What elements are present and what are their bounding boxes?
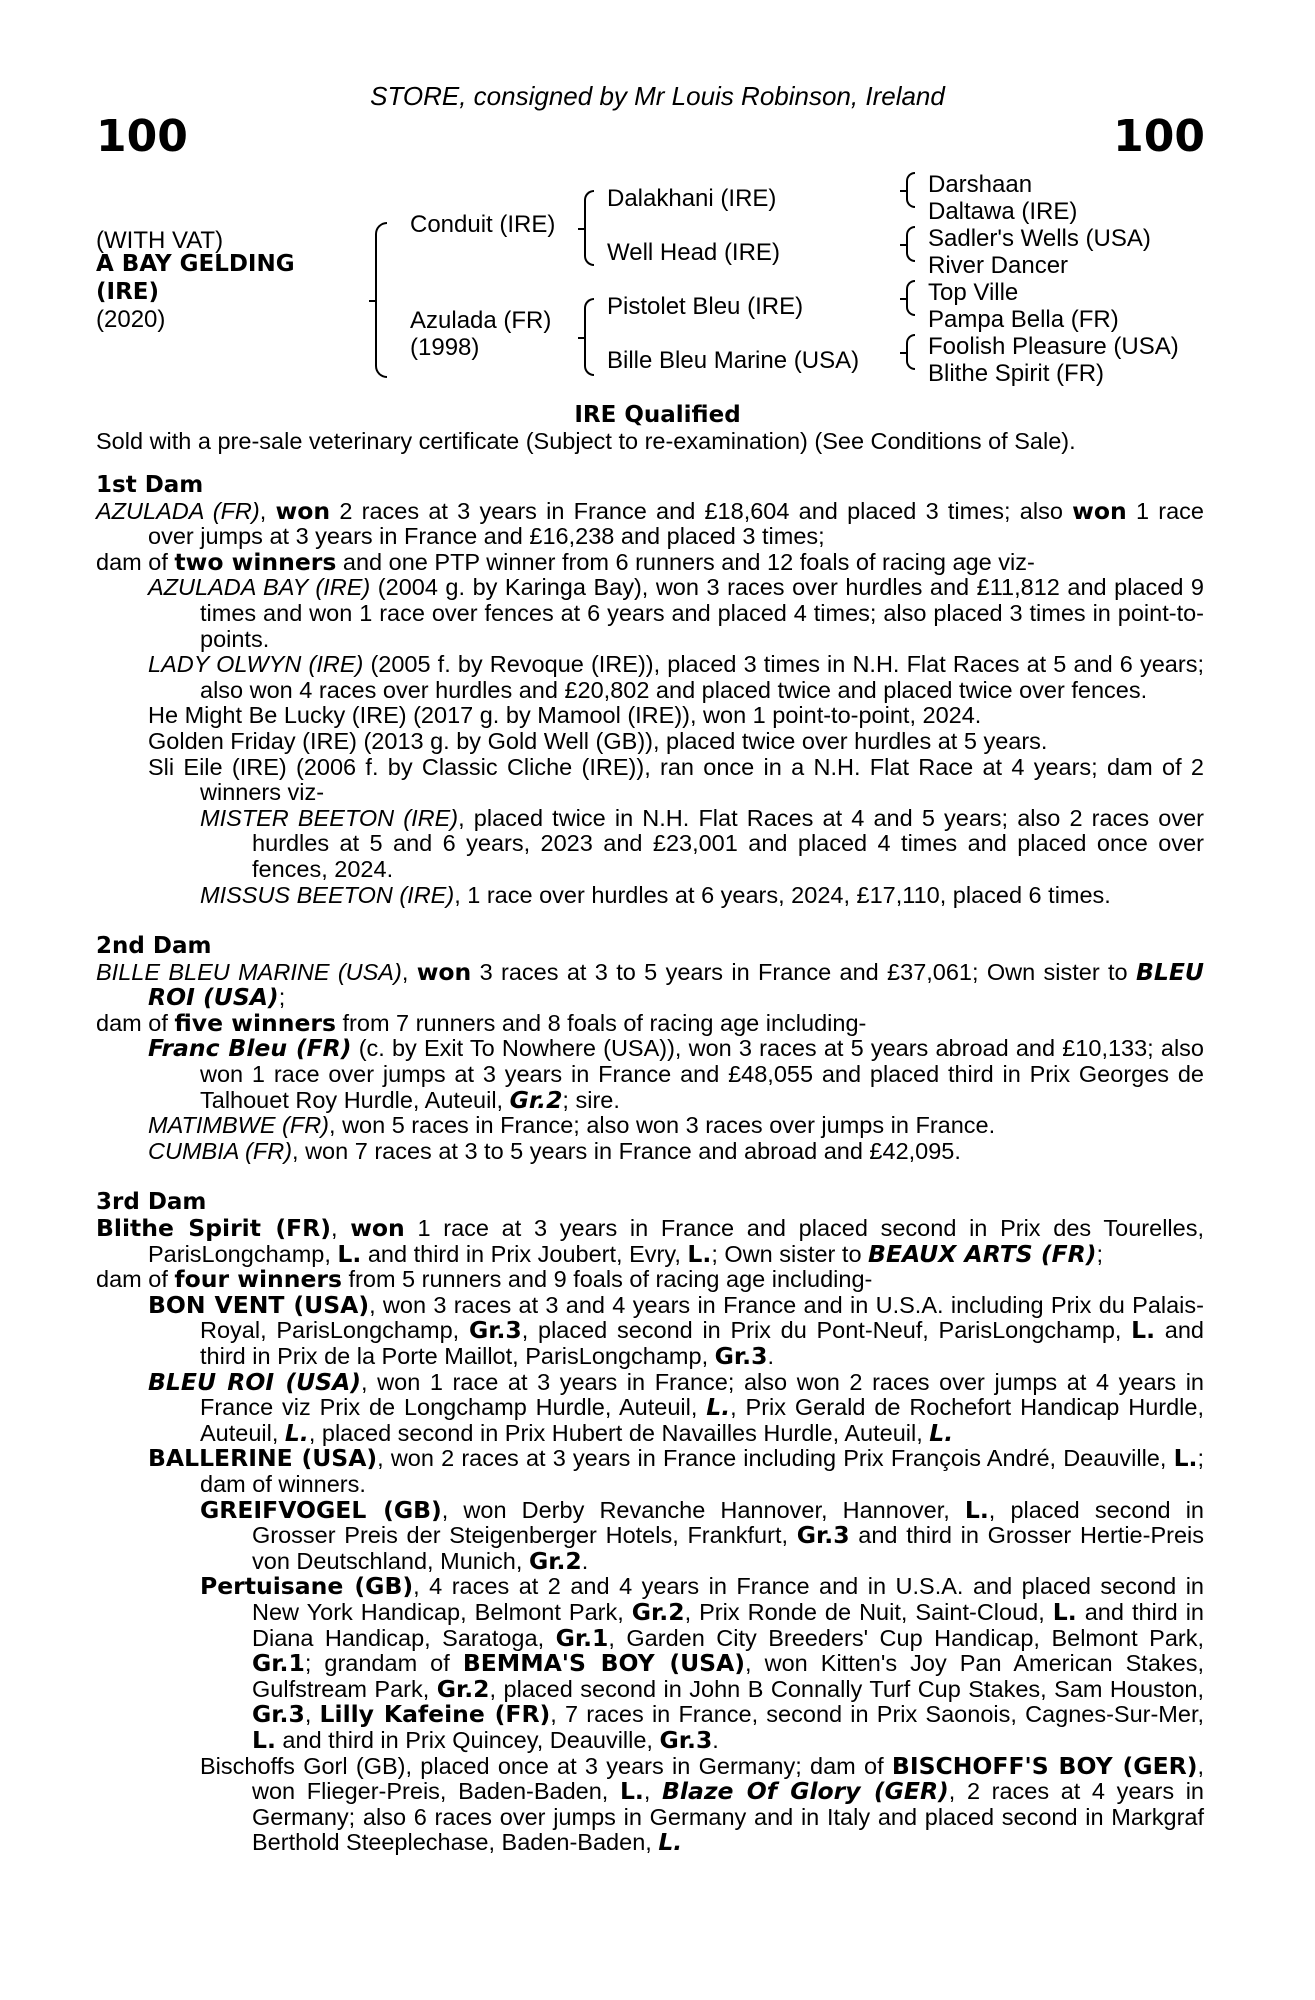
produce-entry <box>96 1751 1204 1857</box>
text-run: (2004 g. by Karinga Bay), won 3 races over hurdles and £11,812 and placed 9 times and won 1 race over fences at 6 years and placed 4 times; also placed 3 times in point-to-points. <box>200 574 1204 652</box>
produce-entry <box>96 729 1204 755</box>
text-run: , placed second in Prix du Pont-Neuf, ParisLongchamp, <box>521 1317 1132 1344</box>
text-run: Lilly Kafeine (FR) <box>319 1700 551 1729</box>
text-run: two winners <box>174 547 337 576</box>
text-run: BALLERINE (USA) <box>148 1444 378 1473</box>
text-run: , won Derby Revanche Hannover, Hannover, <box>441 1496 965 1523</box>
text-run: BEAUX ARTS (FR) <box>868 1239 1097 1268</box>
pedigree-g3-1: Darshaan <box>928 171 1033 198</box>
text-run: and third in Diana Handicap, Saratoga, <box>252 1598 1204 1651</box>
pedigree-brace-g3-1 <box>906 172 915 208</box>
produce-summary <box>96 1267 1204 1293</box>
text-run: (c. by Exit To Nowhere (USA)), won 3 races at 5 years abroad and £10,133; also won 1 race over jumps at 3 years in France and £48,055 and placed third in Prix Georges de Talhouet Roy Hurdle, Auteuil, <box>200 1035 1204 1113</box>
text-run: , Prix Gerald de Rochefort Handicap Hurdle, Auteuil, <box>200 1394 1205 1446</box>
text-run: and third in Prix Quincey, Deauville, <box>275 1726 660 1753</box>
text-run: ; <box>278 984 286 1011</box>
text-run: Pertuisane (GB) <box>200 1572 414 1601</box>
text-run: MATIMBWE (FR) <box>148 1112 330 1139</box>
text-run: L. <box>1131 1316 1156 1345</box>
text-run: won <box>350 1214 405 1243</box>
text-run: Gr.3 <box>252 1700 305 1729</box>
text-run: Gr.2 <box>631 1597 685 1626</box>
text-run: Gr.2 <box>436 1674 490 1703</box>
text-run: , <box>330 1215 351 1242</box>
pedigree-brace-g3-3 <box>906 280 915 316</box>
text-run: . <box>581 1547 589 1574</box>
text-run: from 5 runners and 9 foals of racing age including- <box>342 1266 873 1293</box>
horse-year: (2020) <box>96 306 166 333</box>
dam-record <box>96 496 1204 550</box>
horse-breeding-country: (IRE) <box>96 279 160 305</box>
text-run: , placed second in John B Connally Turf Cup Stakes, Sam Houston, <box>489 1675 1204 1702</box>
text-run: won <box>1072 496 1127 525</box>
text-run: , Prix Ronde de Nuit, Saint-Cloud, <box>684 1598 1053 1625</box>
pedigree-g3-4: River Dancer <box>928 252 1069 279</box>
text-run: ; sire. <box>562 1086 620 1113</box>
text-run: 2 races at 3 years in France and £18,604 and placed 3 times; also <box>330 497 1073 524</box>
text-run: , placed twice in N.H. Flat Races at 4 and 5 years; also 2 races over hurdles at 5 and 6 years, 2023 and £23,001 and placed 4 times and placed once over fences, 2024. <box>252 804 1204 882</box>
text-run: , <box>304 1701 320 1728</box>
text-run: , won 5 races in France; also won 3 races over jumps in France. <box>329 1112 996 1139</box>
text-run: four winners <box>174 1265 342 1294</box>
text-run: , 2 races at 4 years in Germany; also 6 races over jumps in Germany and in Italy and placed second in Markgraf Berthold Steeplechase, Baden-Baden, <box>252 1778 1204 1856</box>
section-heading: 3rd Dam <box>96 1189 207 1216</box>
text-run: ; <box>1096 1240 1104 1267</box>
text-run: Gr.3 <box>796 1521 850 1550</box>
text-run: Franc Bleu (FR) <box>148 1034 352 1063</box>
produce-entry <box>96 1367 1205 1447</box>
text-run: Bischoffs Gorl (GB), placed once at 3 years in Germany; dam of <box>200 1752 892 1779</box>
text-run: , placed second in Prix Hubert de Navailles Hurdle, Auteuil, <box>308 1419 930 1446</box>
text-run: Gr.1 <box>555 1623 609 1652</box>
pedigree-brace-g3-2 <box>906 226 915 262</box>
pedigree-g3-8: Blithe Spirit (FR) <box>928 360 1105 387</box>
produce-entry <box>96 575 1204 652</box>
text-run: Sli Eile (IRE) (2006 f. by Classic Cliche (IRE)), ran once in a N.H. Flat Race at 4 years; dam of 2 winners viz- <box>148 753 1204 806</box>
produce-entry <box>96 1139 1204 1165</box>
text-run: CUMBIA (FR) <box>148 1137 293 1164</box>
text-run: , <box>643 1778 663 1805</box>
pedigree-brace-sire <box>584 190 594 266</box>
text-run: He Might Be Lucky (IRE) (2017 g. by Mamool (IRE)), won 1 point-to-point, 2024. <box>148 702 982 729</box>
text-run: AZULADA BAY (IRE) <box>148 574 371 601</box>
text-run: AZULADA (FR) <box>96 497 260 524</box>
pedigree-dam: Azulada (FR) <box>410 307 552 334</box>
text-run: (2005 f. by Revoque (IRE)), placed 3 times in N.H. Flat Races at 5 and 6 years; also won 4 races over hurdles and £20,802 and placed twice and placed twice over fences. <box>200 651 1204 703</box>
text-run: L. <box>252 1725 276 1754</box>
pedigree-brace-dam <box>584 298 594 376</box>
pedigree-brace-gen1 <box>375 222 387 378</box>
text-run: MISTER BEETON (IRE) <box>200 804 459 831</box>
text-run: Blithe Spirit (FR) <box>96 1214 331 1243</box>
produce-entry <box>96 1495 1205 1575</box>
produce-entry <box>96 1036 1204 1113</box>
text-run: , won 7 races at 3 to 5 years in France and abroad and £42,095. <box>292 1137 961 1164</box>
text-run: BILLE BLEU MARINE (USA) <box>96 958 402 985</box>
text-run: and one PTP winner from 6 runners and 12 foals of racing age viz- <box>336 548 1035 575</box>
pedigree-sire-sire: Dalakhani (IRE) <box>607 185 777 212</box>
pedigree-dam-dam: Bille Bleu Marine (USA) <box>607 347 860 374</box>
pedigree-brace-g3-4 <box>906 334 915 370</box>
text-run: Gr.1 <box>252 1649 305 1678</box>
text-run: , 4 races at 2 and 4 years in France and in U.S.A. and placed second in New York Handicap, Belmont Park, <box>252 1573 1204 1625</box>
produce-entry <box>96 1113 1204 1139</box>
pedigree-g3-6: Pampa Bella (FR) <box>928 306 1119 333</box>
text-run: BEMMA'S BOY (USA) <box>462 1649 746 1678</box>
pedigree-g3-5: Top Ville <box>928 279 1019 306</box>
produce-summary <box>96 1008 1204 1037</box>
text-run: BISCHOFF'S BOY (GER) <box>891 1751 1198 1780</box>
text-run: Gr.3 <box>659 1725 713 1754</box>
text-run: L. <box>929 1418 954 1447</box>
text-run: ; grandam of <box>304 1650 463 1677</box>
text-run: ; dam of winners. <box>200 1445 1204 1497</box>
text-run: , placed second in Grosser Preis der Steigenberger Hotels, Frankfurt, <box>252 1496 1205 1549</box>
text-run: L. <box>706 1393 731 1422</box>
produce-entry <box>96 1446 1204 1497</box>
text-run: LADY OLWYN (IRE) <box>148 651 364 678</box>
text-run: Gr.3 <box>714 1342 768 1370</box>
text-run: , 7 races in France, second in Prix Saonois, Cagnes-Sur-Mer, <box>550 1701 1205 1728</box>
text-run: BLEU ROI (USA) <box>148 1367 362 1396</box>
text-run: from 7 runners and 8 foals of racing age including- <box>335 1009 867 1036</box>
pedigree-sire-dam: Well Head (IRE) <box>607 239 780 266</box>
vat-label: (WITH VAT) <box>96 227 224 254</box>
text-run: and third in Prix Joubert, Evry, <box>361 1240 688 1267</box>
text-run: GREIFVOGEL (GB) <box>200 1495 442 1524</box>
text-run: dam of <box>96 548 175 575</box>
produce-entry <box>96 1290 1204 1370</box>
produce-entry <box>96 1574 1204 1753</box>
text-run: ; Own sister to <box>711 1240 869 1267</box>
text-run: , won 1 race at 3 years in France; also won 2 races over jumps at 4 years in France viz Prix de Longchamp Hurdle, Auteuil, <box>200 1368 1204 1421</box>
text-run: L. <box>284 1418 309 1447</box>
produce-entry <box>96 703 1204 729</box>
lot-number-left: 100 <box>96 111 188 162</box>
lot-number-right: 100 <box>1113 111 1205 162</box>
produce-entry <box>96 806 1204 883</box>
text-run: L. <box>658 1828 683 1857</box>
pedigree-g3-3: Sadler's Wells (USA) <box>928 225 1151 252</box>
text-run: , won 2 races at 3 years in France including Prix François André, Deauville, <box>377 1445 1174 1472</box>
pedigree-dam-sire: Pistolet Bleu (IRE) <box>607 293 804 320</box>
qualified-label: IRE Qualified <box>574 402 741 428</box>
pedigree-sire: Conduit (IRE) <box>410 211 556 238</box>
text-run: Gr.2 <box>509 1085 563 1114</box>
produce-summary <box>96 547 1204 576</box>
text-run: won <box>416 957 472 986</box>
text-run: 3 races at 3 to 5 years in France and £37,061; Own sister to <box>471 958 1136 985</box>
dam-record <box>96 1216 1204 1267</box>
section-heading: 2nd Dam <box>96 933 212 960</box>
text-run: and third in Grosser Hertie-Preis von Deutschland, Munich, <box>252 1522 1204 1574</box>
text-run: MISSUS BEETON (IRE) <box>200 881 455 908</box>
catalogue-body <box>96 473 1204 1856</box>
text-run: five winners <box>174 1008 336 1037</box>
text-run: and third in Prix de la Porte Maillot, ParisLongchamp, <box>200 1317 1204 1369</box>
text-run: . <box>767 1343 774 1369</box>
produce-entry <box>96 755 1204 806</box>
text-run: L. <box>337 1239 362 1268</box>
text-run: L. <box>1173 1444 1198 1473</box>
section-heading: 1st Dam <box>96 472 204 498</box>
text-run: , 1 race over hurdles at 6 years, 2024, £17,110, placed 6 times. <box>454 881 1111 908</box>
produce-entry <box>96 652 1204 703</box>
text-run: 1 race at 3 years in France and placed second in Prix des Tourelles, ParisLongchamp, <box>148 1215 1204 1267</box>
pedigree-g3-7: Foolish Pleasure (USA) <box>928 333 1179 360</box>
text-run: L. <box>619 1777 644 1806</box>
text-run: Blaze Of Glory (GER) <box>662 1777 949 1806</box>
text-run: dam of <box>96 1009 175 1036</box>
text-run: L. <box>1052 1597 1077 1626</box>
text-run: . <box>712 1726 719 1753</box>
text-run: , won Flieger-Preis, Baden-Baden, <box>252 1752 1204 1805</box>
text-run: dam of <box>96 1266 175 1293</box>
text-run: , <box>259 497 276 524</box>
pedigree-g3-2: Daltawa (IRE) <box>928 198 1078 225</box>
text-run: , won 3 races at 3 and 4 years in France and in U.S.A. including Prix du Palais-Royal, ParisLongchamp, <box>200 1291 1204 1344</box>
text-run: , <box>401 958 417 985</box>
text-run: 1 race over jumps at 3 years in France and £16,238 and placed 3 times; <box>148 497 1204 550</box>
text-run: BLEU ROI (USA) <box>148 957 1204 1012</box>
text-run: BON VENT (USA) <box>148 1290 370 1319</box>
text-run: Gr.3 <box>468 1316 522 1345</box>
text-run: Golden Friday (IRE) (2013 g. by Gold Well (GB)), placed twice over hurdles at 5 years. <box>148 727 1048 754</box>
text-run: L. <box>687 1239 712 1268</box>
text-run: Gr.2 <box>528 1546 582 1575</box>
horse-description: A BAY GELDING <box>96 251 295 277</box>
text-run: L. <box>964 1495 989 1524</box>
produce-entry <box>96 883 1204 909</box>
text-run: , Garden City Breeders' Cup Handicap, Belmont Park, <box>608 1624 1204 1651</box>
consignment-line: STORE, consigned by Mr Louis Robinson, Ireland <box>370 81 945 111</box>
vet-certificate-note: Sold with a pre-sale veterinary certificate (Subject to re-examination) (See Conditions of Sale). <box>96 428 1076 454</box>
pedigree-dam-year: (1998) <box>410 334 480 361</box>
text-run: won <box>275 496 331 525</box>
text-run: , won Kitten's Joy Pan American Stakes, Gulfstream Park, <box>252 1650 1204 1702</box>
dam-record <box>96 957 1204 1012</box>
